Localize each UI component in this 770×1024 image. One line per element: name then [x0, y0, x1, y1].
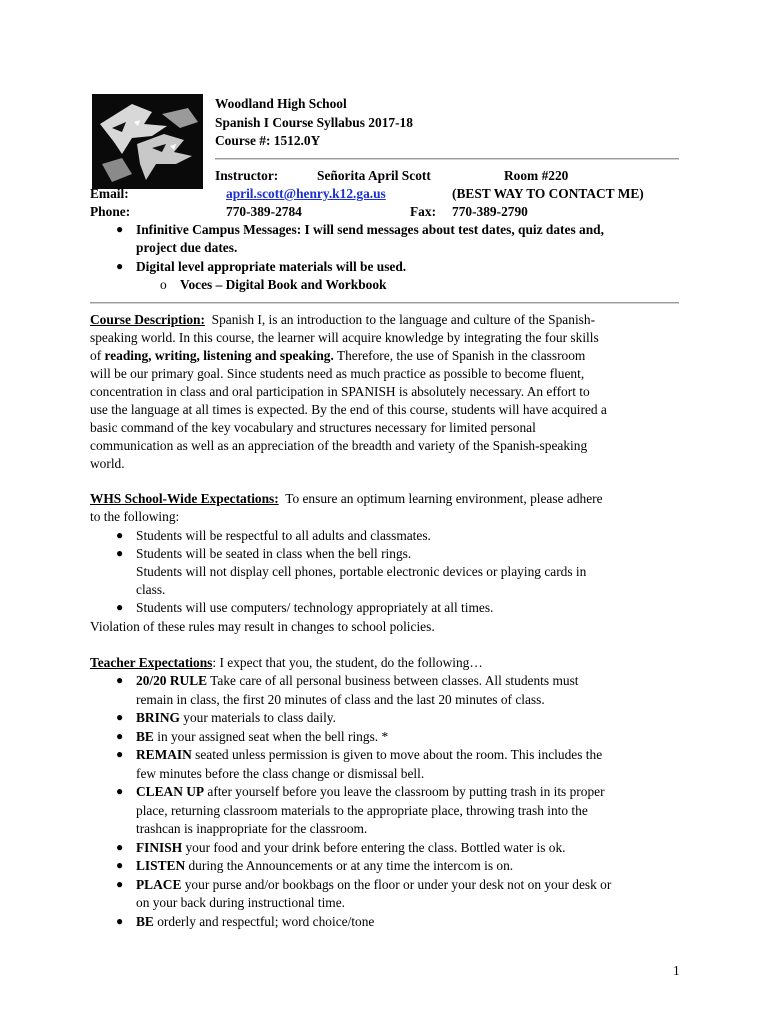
teacher-item-6: FINISH your food and your drink before entering the class. Bottled water is ok.: [136, 839, 566, 855]
contact-bullet-1-cont: project due dates.: [136, 240, 238, 255]
whs-item-2-cont-2: class.: [136, 582, 166, 597]
whs-intro: WHS School-Wide Expectations: To ensure an optimum learning environment, please adhere: [90, 491, 603, 506]
teacher-item-1-cont: remain in class, the first 20 minutes of class and the last 20 minutes of class.: [136, 691, 545, 707]
fax-label: Fax:: [410, 204, 437, 219]
course-description-line-1: Course Description: Spanish I, is an introduction to the language and culture of the Spanish-: [90, 312, 596, 327]
course-description-line-9: world.: [90, 456, 125, 471]
teacher-item-5-cont: trashcan is inappropriate for the classroom.: [136, 821, 368, 836]
bullet-icon: ●: [116, 876, 124, 891]
teacher-item-4-cont: few minutes before the class change or dismissal bell.: [136, 765, 425, 781]
teacher-item-1: 20/20 RULE Take care of all personal business between classes. All students must: [136, 673, 579, 688]
section-divider: [90, 302, 679, 304]
course-description-line-2: speaking world. In this course, the learner will acquire knowledge by integrating the four skills: [90, 330, 599, 345]
header-divider: [215, 158, 679, 160]
teacher-item-5: CLEAN UP after yourself before you leave the classroom by putting trash in its proper: [136, 784, 605, 799]
bullet-icon: ●: [116, 546, 124, 560]
whs-violation: Violation of these rules may result in changes to school policies.: [90, 619, 435, 634]
bullet-icon: ●: [116, 673, 124, 687]
bullet-icon: ●: [116, 913, 124, 928]
teacher-item-5-cont: place, returning classroom materials to the appropriate place, throwing trash into the: [136, 802, 588, 818]
whs-item-3: Students will use computers/ technology appropriately at all times.: [136, 600, 494, 615]
phone-label: Phone:: [90, 204, 131, 219]
bullet-icon: ●: [116, 222, 124, 236]
whs-item-2-cont-1: Students will not display cell phones, portable electronic devices or playing cards in: [136, 564, 587, 579]
email-link[interactable]: april.scott@henry.k12.ga.us: [226, 186, 386, 201]
sub-bullet-icon: o: [160, 277, 167, 292]
teacher-item-8: PLACE your purse and/or bookbags on the floor or under your desk not on your desk or: [136, 876, 612, 892]
wolf-mascot-logo-icon: [92, 94, 203, 189]
bullet-icon: ●: [116, 858, 124, 872]
teacher-item-7: LISTEN during the Announcements or at any time the intercom is on.: [136, 858, 514, 873]
contact-bullet-2: Digital level appropriate materials will be used.: [136, 259, 407, 274]
instructor-name: Señorita April Scott: [317, 168, 431, 183]
bullet-icon: ●: [116, 784, 124, 798]
whs-item-1: Students will be respectful to all adults and classmates.: [136, 528, 431, 543]
bullet-icon: ●: [116, 839, 124, 854]
course-description-line-4: will be our primary goal. Since students need as much practice as possible to become fluent,: [90, 366, 585, 381]
course-description-line-3: of reading, writing, listening and speaking. Therefore, the use of Spanish in the classroom: [90, 348, 586, 363]
bullet-icon: ●: [116, 528, 124, 542]
bullet-icon: ●: [116, 747, 124, 761]
bullet-icon: ●: [116, 600, 124, 614]
course-number: Course #: 1512.0Y: [215, 133, 321, 148]
teacher-heading: Teacher Expectations: [90, 655, 213, 670]
contact-bullet-1: Infinitive Campus Messages: I will send messages about test dates, quiz dates and,: [136, 222, 604, 237]
instructor-label: Instructor:: [215, 168, 279, 183]
teacher-item-2: BRING your materials to class daily.: [136, 710, 336, 725]
contact-sub-bullet: Voces – Digital Book and Workbook: [180, 277, 387, 292]
bullet-icon: ●: [116, 728, 124, 743]
room-number: Room #220: [504, 168, 569, 183]
teacher-item-9: BE orderly and respectful; word choice/tone: [136, 913, 375, 929]
bullet-icon: ●: [116, 710, 124, 724]
phone-number: 770-389-2784: [226, 204, 302, 219]
course-description-line-8: communication as well as an appreciation of the breadth and variety of the Spanish-speaking: [90, 438, 588, 453]
school-name: Woodland High School: [215, 96, 347, 111]
whs-heading: WHS School-Wide Expectations:: [90, 491, 279, 506]
whs-item-2: Students will be seated in class when the bell rings.: [136, 546, 412, 561]
teacher-item-4: REMAIN seated unless permission is given to move about the room. This includes the: [136, 747, 603, 762]
whs-intro-cont: to the following:: [90, 509, 180, 524]
course-description-line-5: concentration in class and oral participation in SPANISH is absolutely necessary. An effort to: [90, 384, 590, 399]
course-description-heading: Course Description:: [90, 312, 205, 327]
email-label: Email:: [90, 186, 129, 201]
teacher-item-3: BE in your assigned seat when the bell rings. *: [136, 728, 389, 744]
teacher-intro: Teacher Expectations: I expect that you, the student, do the following…: [90, 655, 483, 670]
email-note: (BEST WAY TO CONTACT ME): [452, 186, 644, 201]
syllabus-title: Spanish I Course Syllabus 2017-18: [215, 115, 413, 130]
bullet-icon: ●: [116, 259, 124, 273]
fax-number: 770-389-2790: [452, 204, 528, 219]
teacher-item-8-cont: on your back during instructional time.: [136, 895, 345, 910]
course-description-line-6: use the language at all times is expected. By the end of this course, students will have acquired a: [90, 402, 607, 417]
page-number: 1: [673, 963, 680, 978]
course-description-line-7: basic command of the key vocabulary and structures necessary for limited personal: [90, 420, 536, 435]
